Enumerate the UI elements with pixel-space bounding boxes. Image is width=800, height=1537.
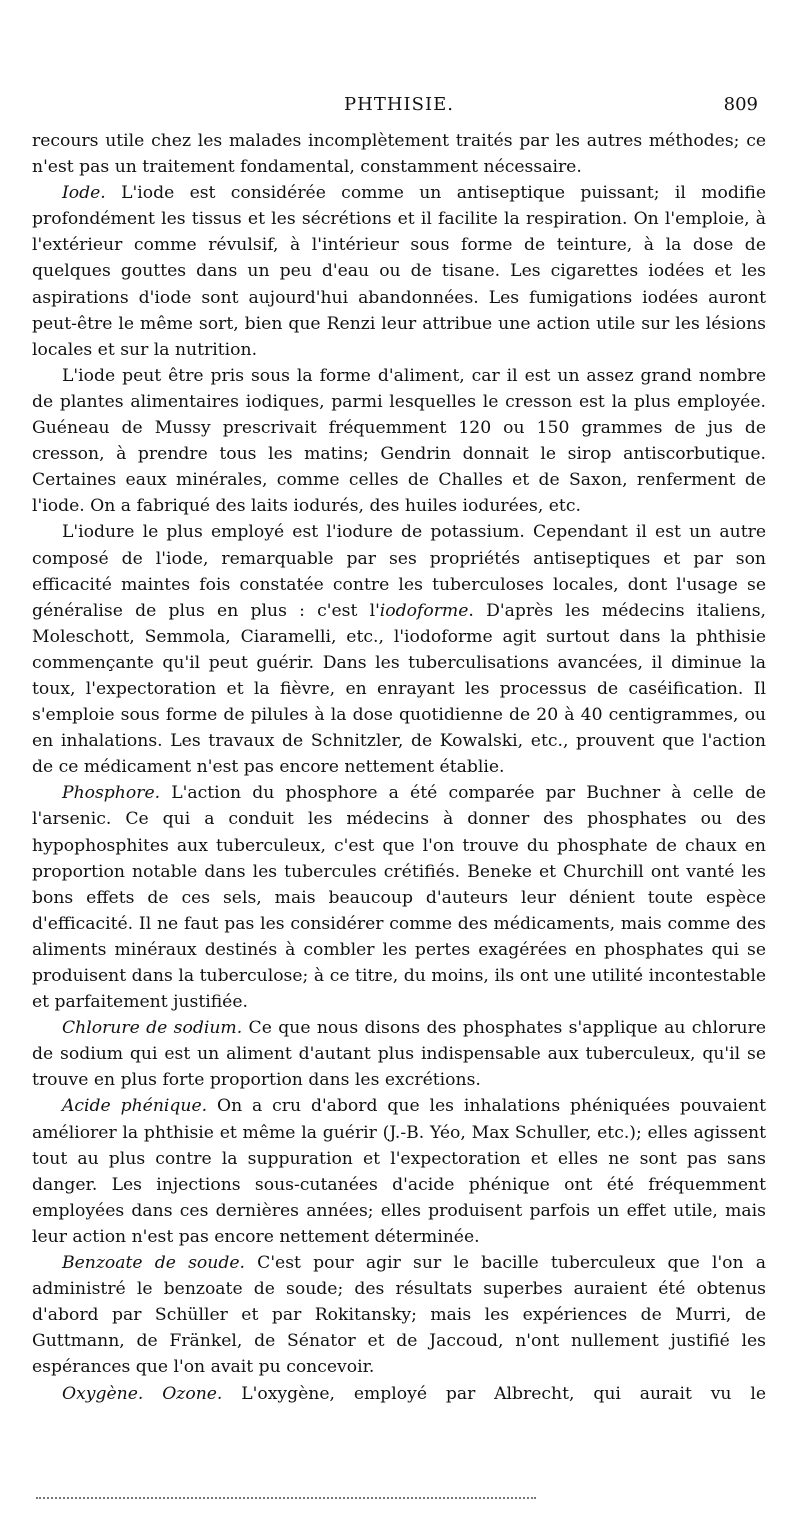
book-page [32,0,766,1537]
scan-artifact-line [36,1497,536,1499]
paragraph-oxygene: Oxygène. Ozone. L'oxygène, employé par Albrecht, qui aurait vu le [62,1383,766,1404]
paragraph-benzoate: Benzoate de soude. C'est pour agir sur le bacille tuberculeux que l'on a administré le benzoate de soude; des résultats superbes auraient été obtenus d'abord par Schüller et par Rokitansky; mais les expériences de Murri, de Guttmann, de Fränkel, de Sénator et de Jaccoud, n'ont nullement justifié les espérances que l'on avait pu concevoir. [32,1253,766,1378]
paragraph-iode-aliment: L'iode peut être pris sous la forme d'aliment, car il est un assez grand nombre de plantes alimentaires iodiques, parmi lesquelles le cresson est la plus employée. Guéneau de Mussy prescrivait fréquemment 120 ou 150 grammes de jus de cresson, à prendre tous les matins; Gendrin donnait le sirop antiscorbutique. Certaines eaux minérales, comme celles de Challes et de Saxon, renferment de l'iode. On a fabriqué des laits iodurés, des huiles iodurées, etc. [32,365,766,517]
section-lead-acide-phenique: Acide phénique. [62,1096,208,1117]
paragraph-phosphore: Phosphore. L'action du phosphore a été comparée par Buchner à celle de l'arsenic. Ce qui a conduit les médecins à donner des phosphates ou des hypophosphites aux tuberculeux, c'est que l'on trouve du phosphate de chaux en proportion notable dans les tubercules crétifiés. Beneke et Churchill ont vanté les bons effets de ces sels, mais beaucoup d'auteurs leur dénient toute espèce d'efficacité. Il ne faut pas les considérer comme des médicaments, mais comme des aliments minéraux destinés à combler les pertes exagérées en phosphates qui se produisent dans la tuberculose; à ce titre, du moins, ils ont une utilité incontestable et parfaitement justifiée. [32,783,766,1013]
section-lead-chlorure: Chlorure de sodium. [62,1018,243,1039]
paragraph-iode: Iode. L'iode est considérée comme un antiseptique puissant; il modifie profondément les tissus et les sécrétions et il facilite la respiration. On l'emploie, à l'extérieur comme révulsif, à l'intérieur sous forme de teinture, à la dose de quelques gouttes dans un peu d'eau ou de tisane. Les cigarettes iodées et les aspirations d'iode sont aujourd'hui abandonnées. Les fumigations iodées auront peut-être le même sort, bien que Renzi leur attribue une action utile sur les lésions locales et sur la nutrition. [32,183,766,360]
section-lead-benzoate: Benzoate de soude. [62,1253,245,1274]
section-lead-oxygene: Oxygène. Ozone. [62,1383,223,1404]
body-text [32,128,766,1407]
paragraph-chlorure: Chlorure de sodium. Ce que nous disons des phosphates s'applique au chlorure de sodium qui est un aliment d'autant plus indispensable aux tuberculeux, qu'il se trouve en plus forte proportion dans les excrétions. [32,1018,766,1091]
section-lead-iode: Iode. [62,183,106,204]
paragraph-continuation: recours utile chez les malades incomplètement traités par les autres méthodes; ce n'est pas un traitement fondamental, constamment nécessaire. [32,131,766,178]
running-title: PHTHISIE. [344,94,454,115]
page-header [32,94,766,118]
section-lead-phosphore: Phosphore. [62,783,161,804]
paragraph-acide-phenique: Acide phénique. On a cru d'abord que les inhalations phéniquées pouvaient améliorer la phthisie et même la guérir (J.-B. Yéo, Max Schuller, etc.); elles agissent tout au plus contre la suppuration et l'expectoration et elles ne sont pas sans danger. Les injections sous-cutanées d'acide phénique ont été fréquemment employées dans ces dernières années; elles produisent parfois un effet utile, mais leur action n'est pas encore nettement déterminée. [32,1096,766,1247]
term-iodoforme: iodoforme [379,600,469,621]
page-number: 809 [723,94,758,115]
paragraph-iodure: L'iodure le plus employé est l'iodure de potassium. Cependant il est un autre composé de l'iode, remarquable par ses propriétés antiseptiques et par son efficacité maintes fois constatée contre les tuberculoses locales, dont l'usage se généralise de plus en plus : c'est l'iodoforme. D'après les médecins italiens, Moleschott, Semmola, Ciaramelli, etc., l'iodoforme agit surtout dans la phthisie commençante qu'il peut guérir. Dans les tuberculisations avancées, il diminue la toux, l'expectoration et la fièvre, en enrayant les processus de caséification. Il s'emploie sous forme de pilules à la dose quotidienne de 20 à 40 centigrammes, ou en inhalations. Les travaux de Schnitzler, de Kowalski, etc., prouvent que l'action de ce médicament n'est pas encore nettement établie. [32,522,766,778]
